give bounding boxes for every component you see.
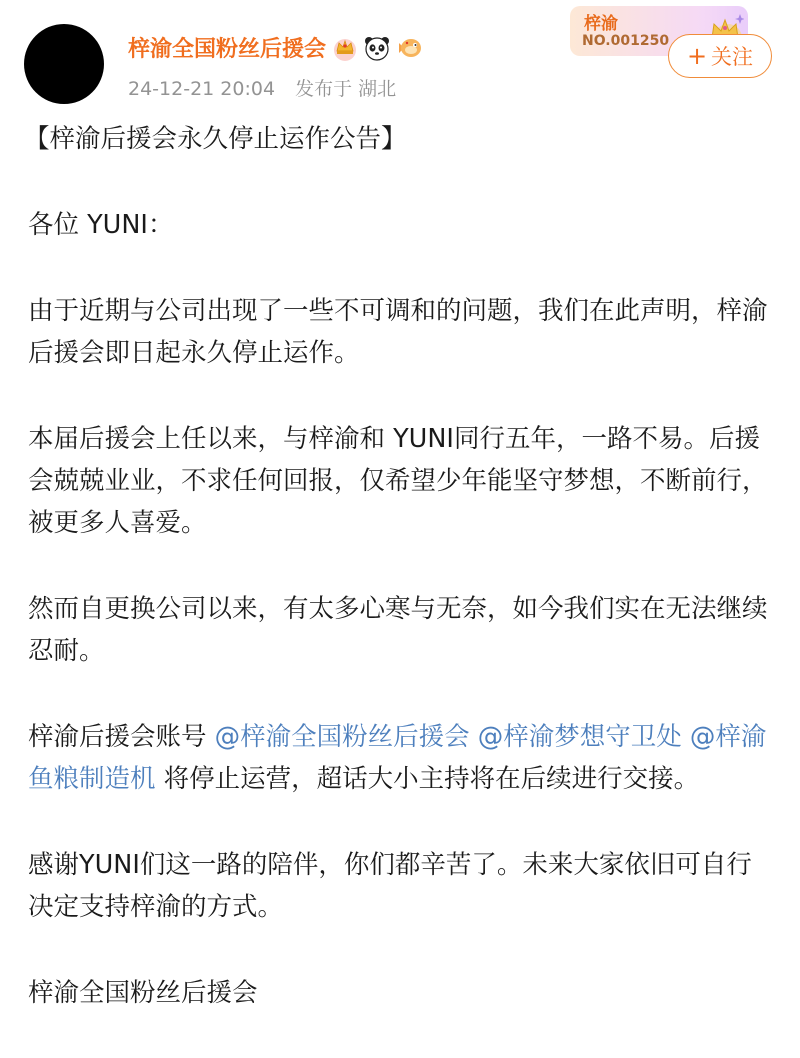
follow-button-label: 关注 (711, 45, 754, 69)
username[interactable]: 梓渝全国粉丝后援会 (128, 37, 327, 62)
fan-card-name: 梓渝 (584, 14, 618, 34)
post-signature: 梓渝全国粉丝后援会 (28, 978, 258, 1008)
post-content (24, 118, 776, 1058)
post-location: 发布于 湖北 (295, 78, 397, 100)
post-paragraph: 感谢YUNI们这一路的陪伴，你们都辛苦了。未来大家依旧可自行决定支持梓渝的方式。 (28, 850, 752, 922)
post-greeting: 各位 YUNI： (28, 210, 174, 240)
post-timestamp: 24-12-21 20:04 (128, 78, 276, 100)
post-paragraph: 本届后援会上任以来，与梓渝和 YUNI同行五年，一路不易。后援会兢兢业业，不求任何回报，仅希望少年能坚守梦想，不断前行，被更多人喜爱。 (28, 424, 768, 538)
post-paragraph: 然而自更换公司以来，有太多心寒与无奈，如今我们实在无法继续忍耐。 (28, 594, 768, 666)
username-row (128, 32, 422, 63)
accounts-suffix: 将停止运营，超话大小主持将在后续进行交接。 (155, 764, 700, 794)
fish-icon (396, 35, 422, 61)
mention-link[interactable]: @梓渝全国粉丝后援会 (214, 722, 470, 752)
follow-button[interactable] (668, 34, 772, 78)
avatar[interactable] (24, 24, 104, 104)
fan-card-number: NO.001250 (582, 33, 670, 49)
crown-icon (332, 35, 358, 61)
mention-link[interactable]: @梓渝鱼粮制造机 (28, 722, 767, 794)
accounts-prefix: 梓渝后援会账号 (28, 722, 215, 752)
post-meta (128, 74, 396, 101)
post-title: 【梓渝后援会永久停止运作公告】 (24, 124, 407, 154)
post-header (0, 0, 800, 110)
post-paragraph-accounts (28, 716, 776, 800)
mention-link[interactable]: @梓渝梦想守卫处 (477, 722, 682, 752)
panda-icon (364, 35, 390, 61)
plus-icon: + (686, 42, 708, 70)
post-paragraph: 由于近期与公司出现了一些不可调和的问题，我们在此声明，梓渝后援会即日起永久停止运作。 (28, 296, 768, 368)
